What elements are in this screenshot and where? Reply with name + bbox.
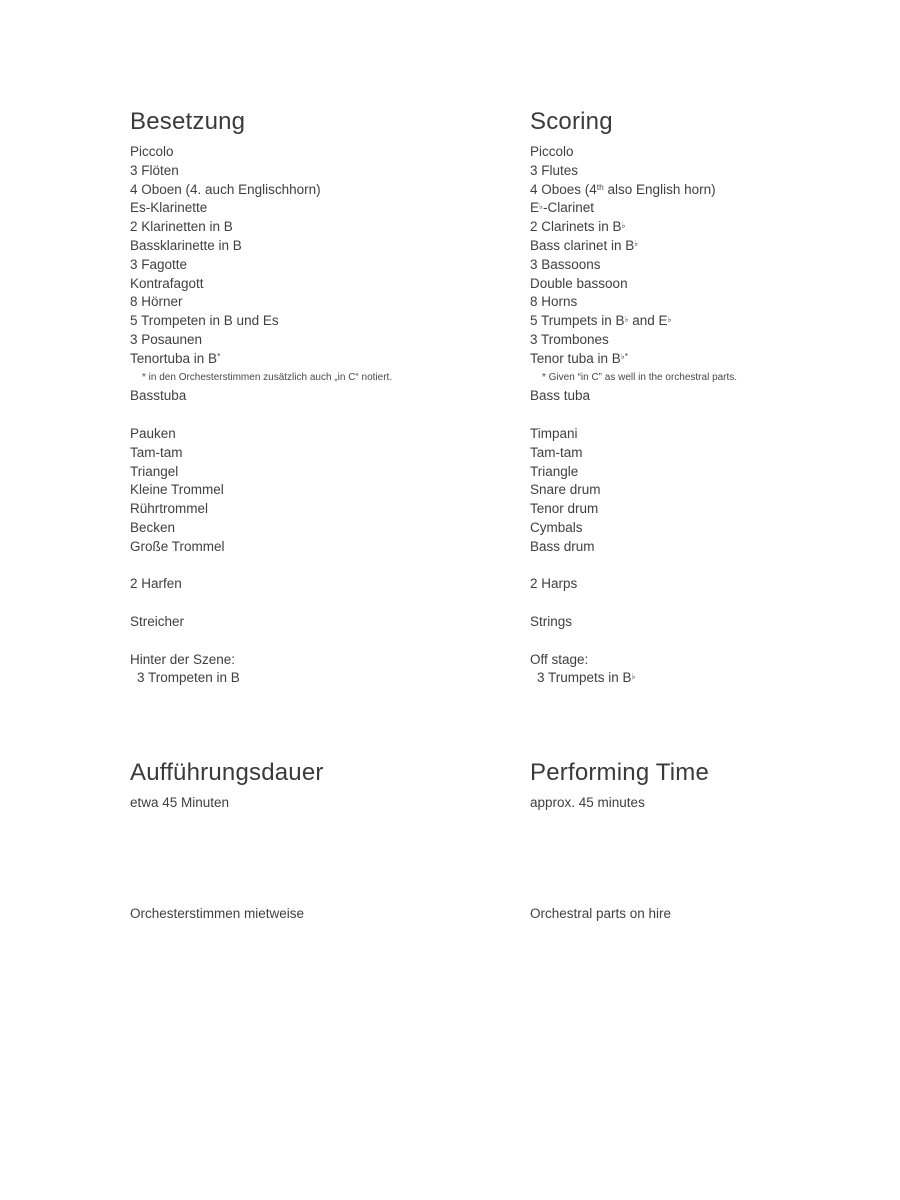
scoring-section-title-english: Scoring — [530, 108, 613, 135]
instrument-line: 3 Posaunen — [130, 331, 203, 347]
instrument-line: 3 Flöten — [130, 162, 179, 178]
duration-section-title-german: Aufführungsdauer — [130, 759, 324, 786]
instrument-line: 3 Fagotte — [130, 256, 188, 272]
instrument-line: Bass drum — [530, 538, 595, 554]
footnote-line: * in den Orchesterstimmen zusätzlich auch „in C“ notiert. — [142, 371, 393, 383]
instrument-line: 2 Harfen — [130, 576, 182, 592]
instrument-list-english — [530, 143, 737, 688]
instrument-line: Bassklarinette in B — [130, 237, 242, 253]
hire-note-german: Orchesterstimmen mietweise — [130, 906, 305, 921]
instrument-line: Pauken — [130, 425, 176, 441]
hire-note-english: Orchestral parts on hire — [530, 906, 672, 921]
instrument-line: Strings — [530, 613, 573, 629]
instrument-line: 3 Trompeten in B — [137, 670, 240, 686]
instrument-line: 4 Oboes (4th also English horn) — [530, 181, 716, 197]
instrument-line: 8 Horns — [530, 294, 578, 310]
instrument-line: 3 Flutes — [530, 162, 579, 178]
instrument-line: 3 Trombones — [530, 331, 609, 347]
instrument-line: Triangle — [530, 463, 579, 479]
instrument-line: Snare drum — [530, 482, 601, 498]
instrument-line: 2 Klarinetten in B — [130, 219, 233, 235]
instrument-line: Piccolo — [130, 144, 174, 159]
instrument-line: Tenortuba in B* — [130, 350, 221, 366]
instrument-line: Große Trommel — [130, 538, 225, 554]
instrument-line: Piccolo — [530, 144, 574, 159]
duration-section-title-english: Performing Time — [530, 759, 710, 786]
instrument-line: Tenor tuba in B♭* — [530, 350, 629, 366]
instrument-line: Rührtrommel — [130, 501, 209, 517]
instrument-line: Becken — [130, 519, 176, 535]
blank-line — [130, 406, 392, 425]
blank-line — [530, 557, 737, 576]
blank-line — [530, 632, 737, 651]
instrument-line: 5 Trompeten in B und Es — [130, 313, 279, 329]
blank-line — [530, 594, 737, 613]
instrument-line: Double bassoon — [530, 275, 628, 291]
instrument-line: Tam-tam — [530, 444, 583, 460]
instrument-line: Tam-tam — [130, 444, 183, 460]
instrument-line: Off stage: — [530, 651, 589, 667]
instrument-line: 5 Trumpets in B♭ and E♭ — [530, 313, 672, 329]
instrument-line: Tenor drum — [530, 501, 599, 517]
instrument-line: E♭-Clarinet — [530, 200, 594, 216]
instrument-line: Bass clarinet in B♭ — [530, 237, 639, 253]
instrument-line: Streicher — [130, 613, 185, 629]
instrument-line: Basstuba — [130, 388, 187, 404]
instrument-line: 2 Clarinets in B♭ — [530, 219, 626, 235]
duration-text-english: approx. 45 minutes — [530, 795, 645, 810]
instrument-line: Es-Klarinette — [130, 200, 208, 216]
blank-line — [130, 632, 392, 651]
instrument-line: 3 Trumpets in B♭ — [537, 670, 636, 686]
column-german — [130, 0, 520, 1200]
instrument-line: 3 Bassoons — [530, 256, 601, 272]
instrument-line: Bass tuba — [530, 388, 591, 404]
duration-text-german: etwa 45 Minuten — [130, 795, 230, 810]
instrument-line: Triangel — [130, 463, 179, 479]
blank-line — [530, 406, 737, 425]
instrument-line: 4 Oboen (4. auch Englischhorn) — [130, 181, 321, 197]
footnote-line: * Given “in C” as well in the orchestral parts. — [542, 371, 738, 383]
scoring-section-title-german: Besetzung — [130, 108, 246, 135]
instrument-line: Hinter der Szene: — [130, 651, 236, 667]
column-english — [530, 0, 900, 1200]
instrument-list-german — [130, 143, 392, 688]
instrument-line: Cymbals — [530, 519, 583, 535]
instrument-line: 8 Hörner — [130, 294, 183, 310]
instrument-line: Timpani — [530, 425, 578, 441]
instrument-line: Kontrafagott — [130, 275, 204, 291]
blank-line — [130, 594, 392, 613]
instrument-line: 2 Harps — [530, 576, 578, 592]
instrument-line: Kleine Trommel — [130, 482, 224, 498]
blank-line — [130, 557, 392, 576]
